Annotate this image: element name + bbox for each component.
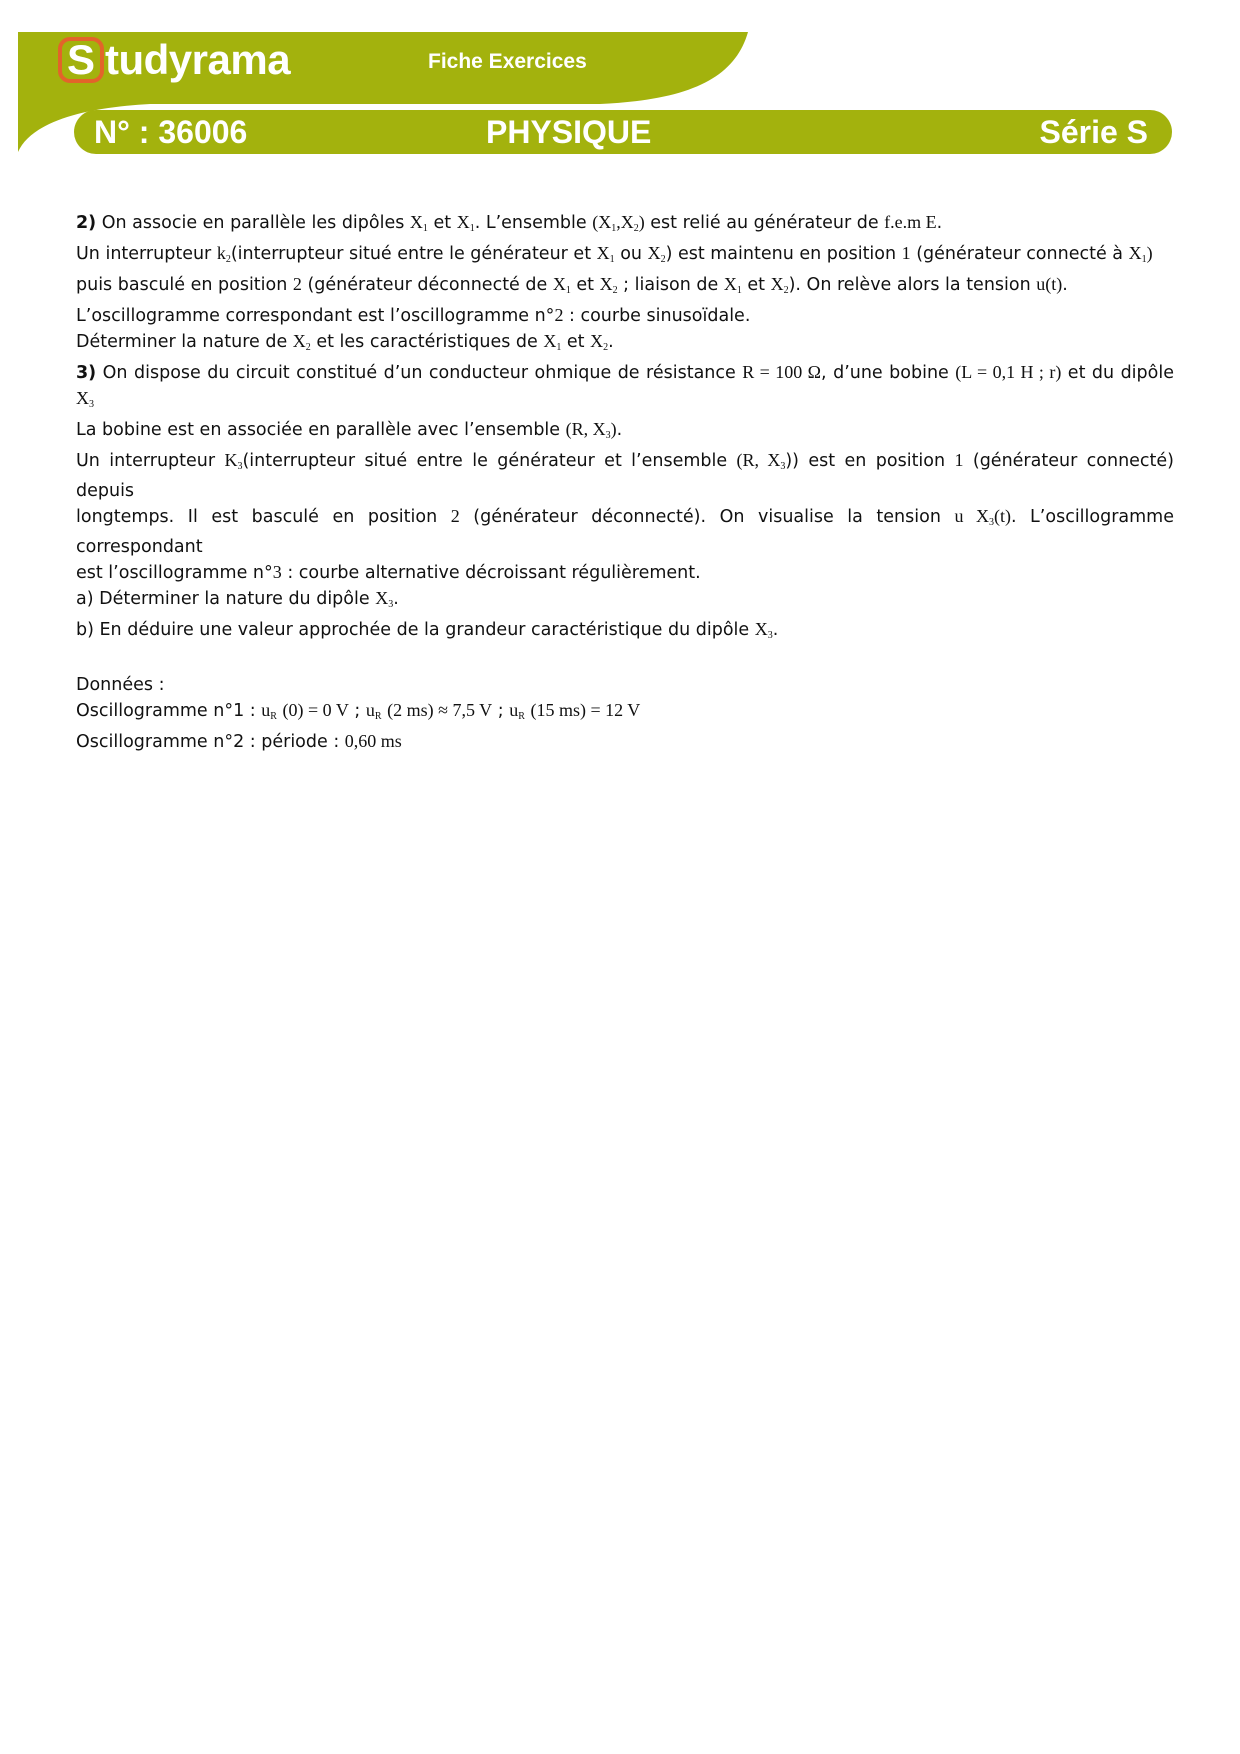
math: X <box>1128 243 1142 263</box>
text: . L’oscillogramme correspondant <box>76 507 1175 557</box>
math: X <box>409 212 423 232</box>
sub: 2 <box>603 342 609 353</box>
sub: 1 <box>1141 254 1147 265</box>
math: u <box>261 700 271 720</box>
text: Un interrupteur <box>76 451 225 471</box>
text: ) est maintenu en position <box>665 244 902 264</box>
text: ; liaison de <box>617 275 724 295</box>
math: (X <box>592 212 612 232</box>
q3-label: 3) <box>76 363 97 383</box>
text: . <box>608 332 614 352</box>
sub: 3 <box>988 517 994 528</box>
sub: 1 <box>609 254 615 265</box>
data-title: Données : <box>76 675 165 695</box>
math: 1 <box>901 243 911 263</box>
text: Oscillogramme n°1 : <box>76 701 262 721</box>
logo-initial-box <box>58 37 104 83</box>
math: X <box>590 331 604 351</box>
math: K <box>224 450 238 470</box>
logo-text: tudyrama <box>105 36 291 83</box>
text: . <box>616 420 623 440</box>
math: (R, X <box>565 419 606 439</box>
math: X <box>456 212 470 232</box>
math: f.e.m E <box>884 212 937 232</box>
math: ) <box>638 212 645 232</box>
math: X <box>599 274 613 294</box>
math: u(t) <box>1036 274 1063 294</box>
text: L’oscillogramme correspondant est l’oscillogramme n° <box>76 306 555 326</box>
text: , d’une bobine <box>821 363 956 383</box>
text: : courbe sinusoïdale. <box>563 306 751 326</box>
sub: 2 <box>633 223 639 234</box>
q3-question-b <box>76 617 1174 648</box>
text: b) En déduire une valeur approchée de la grandeur caractéristique du dipôle <box>76 620 755 640</box>
math: ,X <box>616 212 634 232</box>
math: 0,60 ms <box>344 731 402 751</box>
text: . <box>772 620 779 640</box>
sub: 1 <box>422 223 428 234</box>
text: : courbe alternative décroissant régulièrement. <box>281 563 701 583</box>
text: et <box>741 275 771 295</box>
sub: 1 <box>611 223 617 234</box>
sub: 2 <box>783 285 789 296</box>
text: et <box>561 332 591 352</box>
math: 2 <box>554 305 564 325</box>
sub: 2 <box>305 342 311 353</box>
text: et du dipôle <box>1061 363 1174 383</box>
text: )) est en position <box>785 451 955 471</box>
q3-line-2 <box>76 417 1174 448</box>
text: et <box>570 275 600 295</box>
text: ; <box>348 701 366 721</box>
q3-line-1 <box>76 360 1174 417</box>
sub: 3 <box>388 599 394 610</box>
q2-line-4 <box>76 303 1174 329</box>
math: X <box>596 243 610 263</box>
sub: 2 <box>225 254 231 265</box>
text: ou <box>614 244 648 264</box>
text: . <box>1062 275 1068 295</box>
text: Un interrupteur <box>76 244 217 264</box>
sub: 3 <box>780 461 786 472</box>
doc-series: Série S <box>1039 114 1148 150</box>
math: ) <box>1146 243 1153 263</box>
q3-line-4 <box>76 504 1174 560</box>
text: Déterminer la nature de <box>76 332 293 352</box>
logo-initial: S <box>66 36 95 83</box>
math: X <box>375 588 389 608</box>
sub: R <box>374 711 382 722</box>
math: X <box>552 274 566 294</box>
q2-label: 2) <box>76 213 97 233</box>
text: et les caractéristiques de <box>310 332 544 352</box>
math: R = 100 Ω <box>742 362 822 382</box>
q2-line-1 <box>76 210 1174 241</box>
text: (interrupteur situé entre le générateur et <box>230 244 597 264</box>
sub: 3 <box>89 399 94 410</box>
sub: 2 <box>612 285 618 296</box>
math: 3 <box>272 562 282 582</box>
q3-question-a <box>76 586 1174 617</box>
math: 1 <box>954 450 964 470</box>
math: u <box>509 700 519 720</box>
q2-line-2 <box>76 241 1174 272</box>
math: u <box>365 700 375 720</box>
text: . <box>936 213 943 233</box>
spacer <box>76 648 1174 673</box>
doc-subject: PHYSIQUE <box>486 114 652 150</box>
math: k <box>216 243 226 263</box>
sub: 1 <box>469 223 475 234</box>
text: Oscillogramme n°2 : période : <box>76 732 345 752</box>
math: (L = 0,1 H ; r) <box>955 362 1062 382</box>
math: (15 ms) = 12 V <box>530 700 641 720</box>
sub: R <box>518 711 525 722</box>
math: X <box>76 388 89 408</box>
text: et <box>427 213 457 233</box>
q3-line-5 <box>76 560 1174 586</box>
text: (générateur déconnecté). On visualise la tension <box>459 507 955 527</box>
doc-type: Fiche Exercices <box>428 50 587 73</box>
math: (R, X <box>736 450 781 470</box>
sub: 3 <box>237 461 243 472</box>
text: ; <box>492 701 510 721</box>
math: ) <box>610 419 617 439</box>
math: X <box>770 274 784 294</box>
text: (générateur connecté) depuis <box>76 451 1175 501</box>
data-osc1 <box>76 698 1174 729</box>
text: a) Déterminer la nature du dipôle <box>76 589 376 609</box>
sub: 2 <box>660 254 666 265</box>
math: X <box>754 619 768 639</box>
text: ). On relève alors la tension <box>788 275 1037 295</box>
math: 2 <box>450 506 460 526</box>
text: On dispose du circuit constitué d’un conducteur ohmique de résistance <box>96 363 743 383</box>
sub: 3 <box>605 430 611 441</box>
text: . <box>393 589 399 609</box>
text: On associe en parallèle les dipôles <box>96 213 410 233</box>
math: (t) <box>993 506 1011 526</box>
text: est relié au générateur de <box>644 213 885 233</box>
math: (2 ms) ≈ 7,5 V <box>387 700 493 720</box>
sub: 1 <box>565 285 571 296</box>
doc-number: N° : 36006 <box>94 114 248 150</box>
studyrama-logo <box>58 34 290 86</box>
text: . L’ensemble <box>474 213 593 233</box>
math: (0) = 0 V <box>282 700 349 720</box>
math: X <box>543 331 557 351</box>
text: est l’oscillogramme n° <box>76 563 273 583</box>
sub: 3 <box>767 630 773 641</box>
text: La bobine est en associée en parallèle avec l’ensemble <box>76 420 566 440</box>
text: (interrupteur situé entre le générateur et l’ensemble <box>242 451 737 471</box>
sub: 1 <box>736 285 742 296</box>
q2-line-5 <box>76 329 1174 360</box>
q3-line-3 <box>76 448 1174 504</box>
math: X <box>647 243 661 263</box>
math: u X <box>954 506 989 526</box>
math: X <box>723 274 737 294</box>
text: (générateur déconnecté de <box>301 275 553 295</box>
math: X <box>292 331 306 351</box>
math: 2 <box>292 274 302 294</box>
exercise-content <box>76 210 1174 755</box>
text: longtemps. Il est basculé en position <box>76 507 451 527</box>
sub: R <box>270 711 277 722</box>
text: puis basculé en position <box>76 275 293 295</box>
text: (générateur connecté à <box>910 244 1129 264</box>
sub: 1 <box>556 342 562 353</box>
q2-line-3 <box>76 272 1174 303</box>
data-osc2 <box>76 729 1174 755</box>
